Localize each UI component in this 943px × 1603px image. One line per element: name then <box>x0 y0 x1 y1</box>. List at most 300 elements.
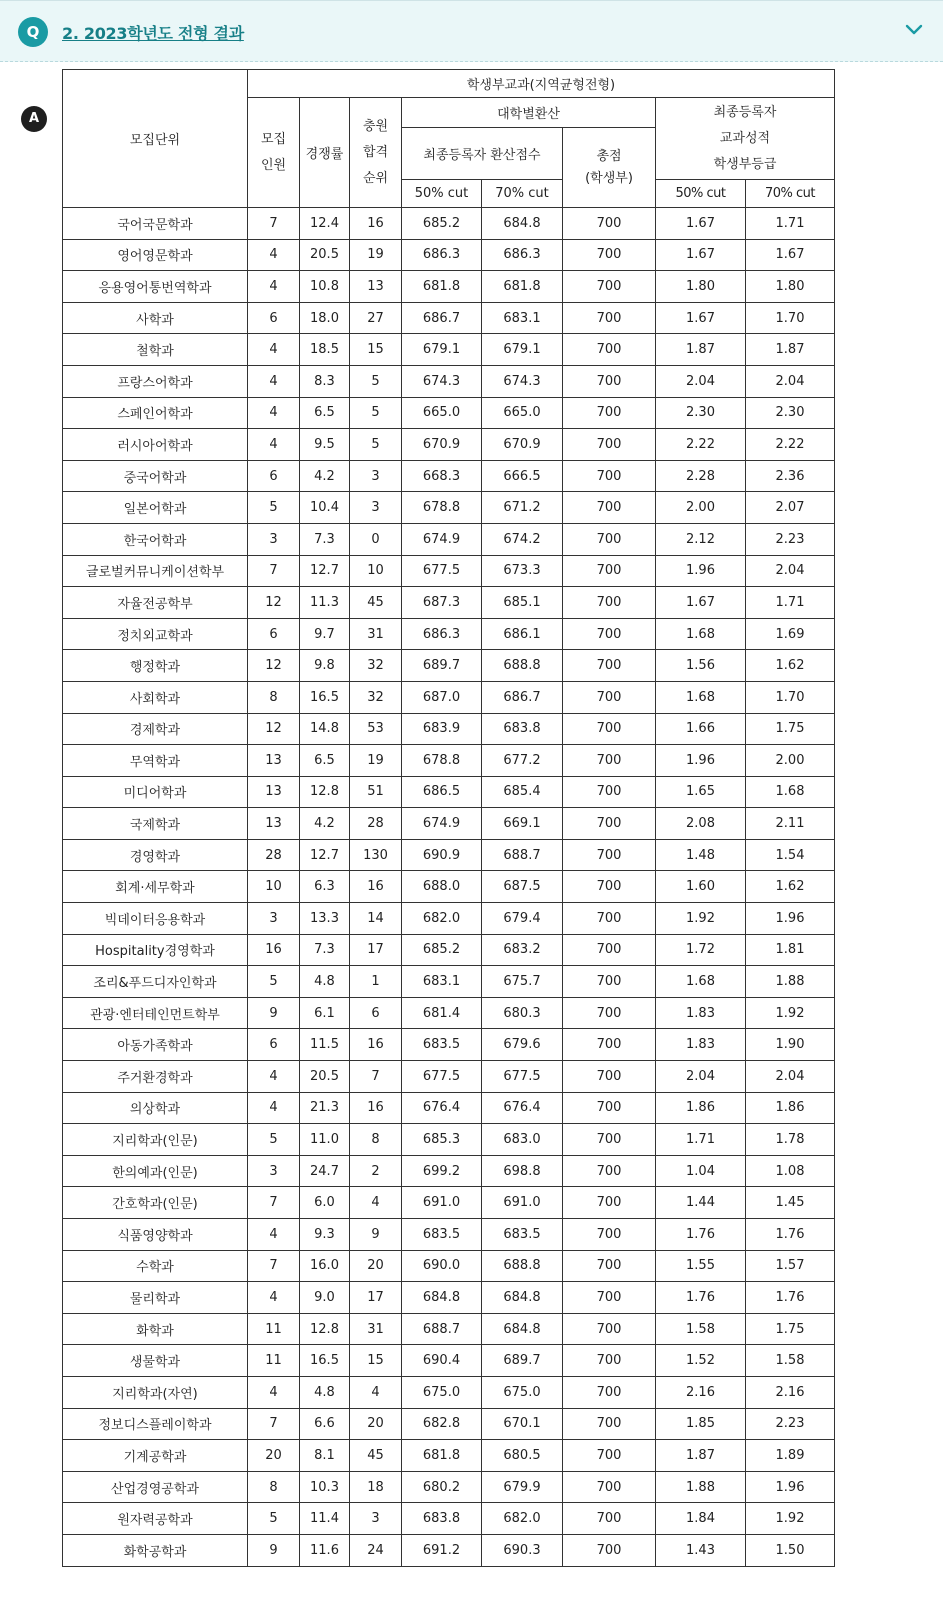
cell-grade-cut70: 1.96 <box>746 903 835 935</box>
cell-competition: 12.4 <box>300 208 350 240</box>
cell-cut70: 674.2 <box>482 523 563 555</box>
cell-waitlist: 5 <box>350 397 402 429</box>
cell-cut70: 681.8 <box>482 271 563 303</box>
cell-recruit: 28 <box>248 839 300 871</box>
cell-grade-cut70: 1.81 <box>746 934 835 966</box>
cell-grade-cut50: 1.88 <box>656 1471 746 1503</box>
cell-unit: 관광·엔터테인먼트학부 <box>63 997 248 1029</box>
cell-waitlist: 45 <box>350 587 402 619</box>
cell-recruit: 5 <box>248 1503 300 1535</box>
cell-waitlist: 28 <box>350 808 402 840</box>
cell-total: 700 <box>563 745 656 777</box>
cell-grade-cut50: 1.92 <box>656 903 746 935</box>
cell-recruit: 13 <box>248 776 300 808</box>
cell-unit: 빅데이터응용학과 <box>63 903 248 935</box>
cell-recruit: 6 <box>248 1029 300 1061</box>
cell-recruit: 11 <box>248 1345 300 1377</box>
table-row <box>63 745 835 777</box>
cell-competition: 8.3 <box>300 365 350 397</box>
cell-grade-cut50: 1.52 <box>656 1345 746 1377</box>
cell-waitlist: 16 <box>350 1029 402 1061</box>
cell-grade-cut70: 1.89 <box>746 1440 835 1472</box>
cell-waitlist: 1 <box>350 966 402 998</box>
cell-grade-cut50: 1.83 <box>656 997 746 1029</box>
cell-total: 700 <box>563 903 656 935</box>
cell-grade-cut50: 1.48 <box>656 839 746 871</box>
table-row <box>63 1187 835 1219</box>
cell-grade-cut70: 2.07 <box>746 492 835 524</box>
cell-grade-cut70: 1.70 <box>746 302 835 334</box>
table-row <box>63 1345 835 1377</box>
cell-recruit: 13 <box>248 808 300 840</box>
cell-total: 700 <box>563 334 656 366</box>
cell-cut50: 687.0 <box>402 681 482 713</box>
cell-grade-cut70: 1.57 <box>746 1250 835 1282</box>
table-row <box>63 523 835 555</box>
cell-total: 700 <box>563 681 656 713</box>
cell-grade-cut50: 2.04 <box>656 365 746 397</box>
cell-grade-cut50: 2.08 <box>656 808 746 840</box>
cell-total: 700 <box>563 1440 656 1472</box>
cell-total: 700 <box>563 365 656 397</box>
cell-total: 700 <box>563 713 656 745</box>
cell-competition: 16.0 <box>300 1250 350 1282</box>
header-final-conv-score: 최종등록자 환산점수 <box>402 128 563 180</box>
cell-unit: 생물학과 <box>63 1345 248 1377</box>
cell-unit: 아동가족학과 <box>63 1029 248 1061</box>
cell-competition: 4.8 <box>300 966 350 998</box>
header-grade: 최종등록자 교과성적 학생부등급 <box>656 98 835 180</box>
cell-grade-cut70: 1.75 <box>746 1313 835 1345</box>
cell-cut70: 685.4 <box>482 776 563 808</box>
cell-grade-cut70: 2.30 <box>746 397 835 429</box>
cell-recruit: 5 <box>248 492 300 524</box>
cell-recruit: 12 <box>248 650 300 682</box>
cell-cut70: 687.5 <box>482 871 563 903</box>
cell-competition: 9.0 <box>300 1282 350 1314</box>
cell-grade-cut50: 1.85 <box>656 1408 746 1440</box>
cell-grade-cut50: 2.22 <box>656 429 746 461</box>
cell-cut70: 679.1 <box>482 334 563 366</box>
cell-unit: 응용영어통번역학과 <box>63 271 248 303</box>
cell-unit: 기계공학과 <box>63 1440 248 1472</box>
cell-grade-cut50: 1.84 <box>656 1503 746 1535</box>
cell-total: 700 <box>563 460 656 492</box>
cell-total: 700 <box>563 808 656 840</box>
cell-total: 700 <box>563 997 656 1029</box>
cell-total: 700 <box>563 1250 656 1282</box>
cell-total: 700 <box>563 1471 656 1503</box>
cell-cut50: 686.3 <box>402 239 482 271</box>
cell-unit: 산업경영공학과 <box>63 1471 248 1503</box>
table-row <box>63 966 835 998</box>
cell-unit: 무역학과 <box>63 745 248 777</box>
cell-total: 700 <box>563 966 656 998</box>
cell-unit: 식품영양학과 <box>63 1219 248 1251</box>
cell-recruit: 11 <box>248 1313 300 1345</box>
cell-cut70: 682.0 <box>482 1503 563 1535</box>
cell-recruit: 4 <box>248 271 300 303</box>
table-row <box>63 1503 835 1535</box>
cell-total: 700 <box>563 429 656 461</box>
cell-total: 700 <box>563 1124 656 1156</box>
table-row <box>63 1440 835 1472</box>
cell-recruit: 12 <box>248 587 300 619</box>
cell-competition: 4.2 <box>300 460 350 492</box>
cell-grade-cut70: 1.76 <box>746 1282 835 1314</box>
cell-grade-cut70: 1.70 <box>746 681 835 713</box>
cell-cut70: 677.5 <box>482 1061 563 1093</box>
table-row <box>63 1534 835 1566</box>
cell-waitlist: 0 <box>350 523 402 555</box>
cell-recruit: 16 <box>248 934 300 966</box>
cell-unit: 프랑스어학과 <box>63 365 248 397</box>
cell-cut50: 699.2 <box>402 1155 482 1187</box>
cell-waitlist: 3 <box>350 492 402 524</box>
cell-recruit: 4 <box>248 1376 300 1408</box>
cell-cut50: 685.2 <box>402 208 482 240</box>
cell-grade-cut50: 1.68 <box>656 618 746 650</box>
table-row <box>63 1092 835 1124</box>
cell-waitlist: 51 <box>350 776 402 808</box>
table-row <box>63 239 835 271</box>
cell-cut50: 665.0 <box>402 397 482 429</box>
table-row <box>63 334 835 366</box>
admission-results-table <box>62 69 835 1567</box>
cell-cut50: 674.9 <box>402 523 482 555</box>
header-univ-conversion: 대학별환산 <box>402 98 656 128</box>
cell-unit: 미디어학과 <box>63 776 248 808</box>
cell-cut50: 677.5 <box>402 1061 482 1093</box>
cell-cut50: 688.0 <box>402 871 482 903</box>
cell-grade-cut70: 2.04 <box>746 1061 835 1093</box>
cell-recruit: 4 <box>248 1092 300 1124</box>
cell-cut70: 683.8 <box>482 713 563 745</box>
cell-recruit: 4 <box>248 239 300 271</box>
cell-unit: 중국어학과 <box>63 460 248 492</box>
cell-competition: 10.4 <box>300 492 350 524</box>
cell-cut70: 683.2 <box>482 934 563 966</box>
cell-cut50: 683.8 <box>402 1503 482 1535</box>
cell-cut50: 681.8 <box>402 271 482 303</box>
cell-recruit: 12 <box>248 713 300 745</box>
table-row <box>63 713 835 745</box>
cell-total: 700 <box>563 271 656 303</box>
cell-waitlist: 20 <box>350 1408 402 1440</box>
cell-grade-cut70: 2.04 <box>746 365 835 397</box>
cell-cut50: 681.4 <box>402 997 482 1029</box>
cell-waitlist: 15 <box>350 334 402 366</box>
cell-cut50: 674.3 <box>402 365 482 397</box>
header-recruit: 모집 인원 <box>248 98 300 208</box>
cell-unit: 화학공학과 <box>63 1534 248 1566</box>
cell-grade-cut50: 1.68 <box>656 681 746 713</box>
cell-recruit: 4 <box>248 397 300 429</box>
cell-grade-cut50: 1.65 <box>656 776 746 808</box>
cell-grade-cut70: 1.50 <box>746 1534 835 1566</box>
cell-cut70: 691.0 <box>482 1187 563 1219</box>
cell-grade-cut50: 1.66 <box>656 713 746 745</box>
cell-unit: 물리학과 <box>63 1282 248 1314</box>
cell-waitlist: 7 <box>350 1061 402 1093</box>
table-row <box>63 365 835 397</box>
cell-grade-cut50: 1.04 <box>656 1155 746 1187</box>
cell-waitlist: 130 <box>350 839 402 871</box>
cell-waitlist: 16 <box>350 208 402 240</box>
table-row <box>63 934 835 966</box>
cell-cut50: 690.9 <box>402 839 482 871</box>
cell-unit: 회계·세무학과 <box>63 871 248 903</box>
cell-competition: 9.7 <box>300 618 350 650</box>
cell-cut50: 686.7 <box>402 302 482 334</box>
cell-grade-cut50: 2.16 <box>656 1376 746 1408</box>
table-row <box>63 839 835 871</box>
cell-unit: 철학과 <box>63 334 248 366</box>
cell-competition: 6.0 <box>300 1187 350 1219</box>
cell-cut50: 678.8 <box>402 492 482 524</box>
cell-grade-cut70: 1.67 <box>746 239 835 271</box>
cell-cut50: 668.3 <box>402 460 482 492</box>
cell-recruit: 4 <box>248 1061 300 1093</box>
cell-cut50: 683.1 <box>402 966 482 998</box>
cell-waitlist: 9 <box>350 1219 402 1251</box>
cell-waitlist: 19 <box>350 239 402 271</box>
cell-cut70: 698.8 <box>482 1155 563 1187</box>
cell-waitlist: 3 <box>350 1503 402 1535</box>
cell-waitlist: 16 <box>350 871 402 903</box>
cell-cut70: 690.3 <box>482 1534 563 1566</box>
cell-grade-cut50: 1.43 <box>656 1534 746 1566</box>
cell-total: 700 <box>563 555 656 587</box>
question-header[interactable] <box>0 0 943 62</box>
cell-cut70: 676.4 <box>482 1092 563 1124</box>
cell-grade-cut50: 1.76 <box>656 1282 746 1314</box>
cell-competition: 9.3 <box>300 1219 350 1251</box>
cell-total: 700 <box>563 1534 656 1566</box>
cell-unit: 수학과 <box>63 1250 248 1282</box>
cell-unit: 경영학과 <box>63 839 248 871</box>
cell-grade-cut50: 1.68 <box>656 966 746 998</box>
cell-grade-cut50: 1.72 <box>656 934 746 966</box>
cell-total: 700 <box>563 587 656 619</box>
cell-waitlist: 17 <box>350 934 402 966</box>
cell-cut50: 690.4 <box>402 1345 482 1377</box>
cell-grade-cut70: 2.11 <box>746 808 835 840</box>
table-row <box>63 397 835 429</box>
chevron-down-icon[interactable] <box>905 23 923 37</box>
cell-cut70: 680.5 <box>482 1440 563 1472</box>
cell-unit: 러시아어학과 <box>63 429 248 461</box>
cell-competition: 11.5 <box>300 1029 350 1061</box>
cell-cut50: 670.9 <box>402 429 482 461</box>
cell-competition: 6.1 <box>300 997 350 1029</box>
cell-competition: 10.8 <box>300 271 350 303</box>
cell-waitlist: 8 <box>350 1124 402 1156</box>
cell-total: 700 <box>563 1376 656 1408</box>
table-row <box>63 1313 835 1345</box>
cell-cut70: 686.7 <box>482 681 563 713</box>
cell-waitlist: 16 <box>350 1092 402 1124</box>
table-row <box>63 429 835 461</box>
cell-total: 700 <box>563 1155 656 1187</box>
cell-grade-cut70: 1.45 <box>746 1187 835 1219</box>
cell-competition: 7.3 <box>300 934 350 966</box>
cell-competition: 12.8 <box>300 1313 350 1345</box>
header-total: 총점 (학생부) <box>563 128 656 208</box>
table-row <box>63 1124 835 1156</box>
table-row <box>63 1376 835 1408</box>
cell-waitlist: 24 <box>350 1534 402 1566</box>
cell-grade-cut70: 1.54 <box>746 839 835 871</box>
cell-competition: 7.3 <box>300 523 350 555</box>
cell-grade-cut50: 2.04 <box>656 1061 746 1093</box>
cell-grade-cut70: 1.92 <box>746 1503 835 1535</box>
cell-total: 700 <box>563 618 656 650</box>
cell-competition: 20.5 <box>300 239 350 271</box>
cell-grade-cut50: 1.96 <box>656 745 746 777</box>
cell-cut70: 683.1 <box>482 302 563 334</box>
cell-grade-cut50: 1.96 <box>656 555 746 587</box>
cell-total: 700 <box>563 934 656 966</box>
cell-recruit: 5 <box>248 966 300 998</box>
cell-total: 700 <box>563 1029 656 1061</box>
cell-total: 700 <box>563 1187 656 1219</box>
cell-cut50: 689.7 <box>402 650 482 682</box>
cell-cut70: 669.1 <box>482 808 563 840</box>
cell-cut50: 674.9 <box>402 808 482 840</box>
cell-cut50: 686.5 <box>402 776 482 808</box>
cell-cut70: 665.0 <box>482 397 563 429</box>
cell-cut50: 690.0 <box>402 1250 482 1282</box>
cell-total: 700 <box>563 1282 656 1314</box>
header-grade-cut70: 70% cut <box>746 180 835 208</box>
question-title[interactable]: 2. 2023학년도 전형 결과 <box>62 24 244 43</box>
cell-waitlist: 31 <box>350 618 402 650</box>
cell-grade-cut70: 1.62 <box>746 871 835 903</box>
cell-grade-cut50: 1.67 <box>656 239 746 271</box>
cell-unit: 한의예과(인문) <box>63 1155 248 1187</box>
cell-total: 700 <box>563 871 656 903</box>
cell-grade-cut70: 1.08 <box>746 1155 835 1187</box>
cell-waitlist: 6 <box>350 997 402 1029</box>
cell-grade-cut50: 1.67 <box>656 587 746 619</box>
cell-cut50: 676.4 <box>402 1092 482 1124</box>
cell-cut70: 689.7 <box>482 1345 563 1377</box>
cell-waitlist: 14 <box>350 903 402 935</box>
answer-badge: A <box>21 106 47 132</box>
table-row <box>63 681 835 713</box>
table-row <box>63 1155 835 1187</box>
cell-recruit: 7 <box>248 1408 300 1440</box>
cell-cut70: 684.8 <box>482 1313 563 1345</box>
header-unit: 모집단위 <box>63 70 248 208</box>
cell-cut50: 675.0 <box>402 1376 482 1408</box>
table-row <box>63 997 835 1029</box>
cell-grade-cut50: 1.80 <box>656 271 746 303</box>
table-row <box>63 1219 835 1251</box>
cell-unit: 경제학과 <box>63 713 248 745</box>
cell-recruit: 4 <box>248 365 300 397</box>
cell-competition: 14.8 <box>300 713 350 745</box>
cell-recruit: 8 <box>248 1471 300 1503</box>
cell-competition: 20.5 <box>300 1061 350 1093</box>
cell-grade-cut70: 1.86 <box>746 1092 835 1124</box>
table-row <box>63 776 835 808</box>
cell-grade-cut70: 1.90 <box>746 1029 835 1061</box>
cell-total: 700 <box>563 239 656 271</box>
cell-waitlist: 20 <box>350 1250 402 1282</box>
cell-cut70: 688.8 <box>482 650 563 682</box>
cell-grade-cut50: 1.86 <box>656 1092 746 1124</box>
cell-unit: 사회학과 <box>63 681 248 713</box>
cell-unit: 영어영문학과 <box>63 239 248 271</box>
cell-cut70: 675.7 <box>482 966 563 998</box>
cell-grade-cut70: 1.71 <box>746 587 835 619</box>
cell-unit: 스페인어학과 <box>63 397 248 429</box>
cell-cut50: 688.7 <box>402 1313 482 1345</box>
cell-recruit: 3 <box>248 523 300 555</box>
cell-grade-cut50: 1.60 <box>656 871 746 903</box>
cell-grade-cut50: 1.55 <box>656 1250 746 1282</box>
cell-grade-cut50: 1.87 <box>656 1440 746 1472</box>
cell-cut70: 688.8 <box>482 1250 563 1282</box>
cell-competition: 8.1 <box>300 1440 350 1472</box>
cell-grade-cut70: 1.80 <box>746 271 835 303</box>
header-waitlist: 충원 합격 순위 <box>350 98 402 208</box>
cell-grade-cut70: 2.23 <box>746 1408 835 1440</box>
cell-competition: 6.3 <box>300 871 350 903</box>
cell-recruit: 4 <box>248 334 300 366</box>
cell-recruit: 3 <box>248 903 300 935</box>
cell-recruit: 8 <box>248 681 300 713</box>
table-body <box>63 208 835 1567</box>
cell-cut70: 673.3 <box>482 555 563 587</box>
cell-grade-cut50: 2.30 <box>656 397 746 429</box>
cell-cut50: 685.3 <box>402 1124 482 1156</box>
cell-cut50: 683.5 <box>402 1029 482 1061</box>
cell-grade-cut70: 1.96 <box>746 1471 835 1503</box>
cell-cut50: 680.2 <box>402 1471 482 1503</box>
cell-waitlist: 32 <box>350 650 402 682</box>
cell-total: 700 <box>563 208 656 240</box>
cell-competition: 6.6 <box>300 1408 350 1440</box>
table-row <box>63 460 835 492</box>
cell-grade-cut70: 1.69 <box>746 618 835 650</box>
cell-cut50: 678.8 <box>402 745 482 777</box>
cell-grade-cut70: 1.78 <box>746 1124 835 1156</box>
question-badge: Q <box>18 17 48 47</box>
cell-cut70: 684.8 <box>482 208 563 240</box>
cell-cut50: 682.8 <box>402 1408 482 1440</box>
cell-waitlist: 15 <box>350 1345 402 1377</box>
cell-total: 700 <box>563 1092 656 1124</box>
header-cut70: 70% cut <box>482 180 563 208</box>
cell-total: 700 <box>563 492 656 524</box>
cell-waitlist: 10 <box>350 555 402 587</box>
cell-cut70: 685.1 <box>482 587 563 619</box>
cell-grade-cut50: 1.67 <box>656 208 746 240</box>
cell-recruit: 13 <box>248 745 300 777</box>
cell-recruit: 7 <box>248 1250 300 1282</box>
cell-grade-cut70: 1.75 <box>746 713 835 745</box>
cell-total: 700 <box>563 1408 656 1440</box>
cell-competition: 16.5 <box>300 1345 350 1377</box>
cell-unit: 지리학과(인문) <box>63 1124 248 1156</box>
cell-recruit: 3 <box>248 1155 300 1187</box>
cell-cut70: 670.9 <box>482 429 563 461</box>
cell-unit: 조리&푸드디자인학과 <box>63 966 248 998</box>
cell-waitlist: 4 <box>350 1187 402 1219</box>
